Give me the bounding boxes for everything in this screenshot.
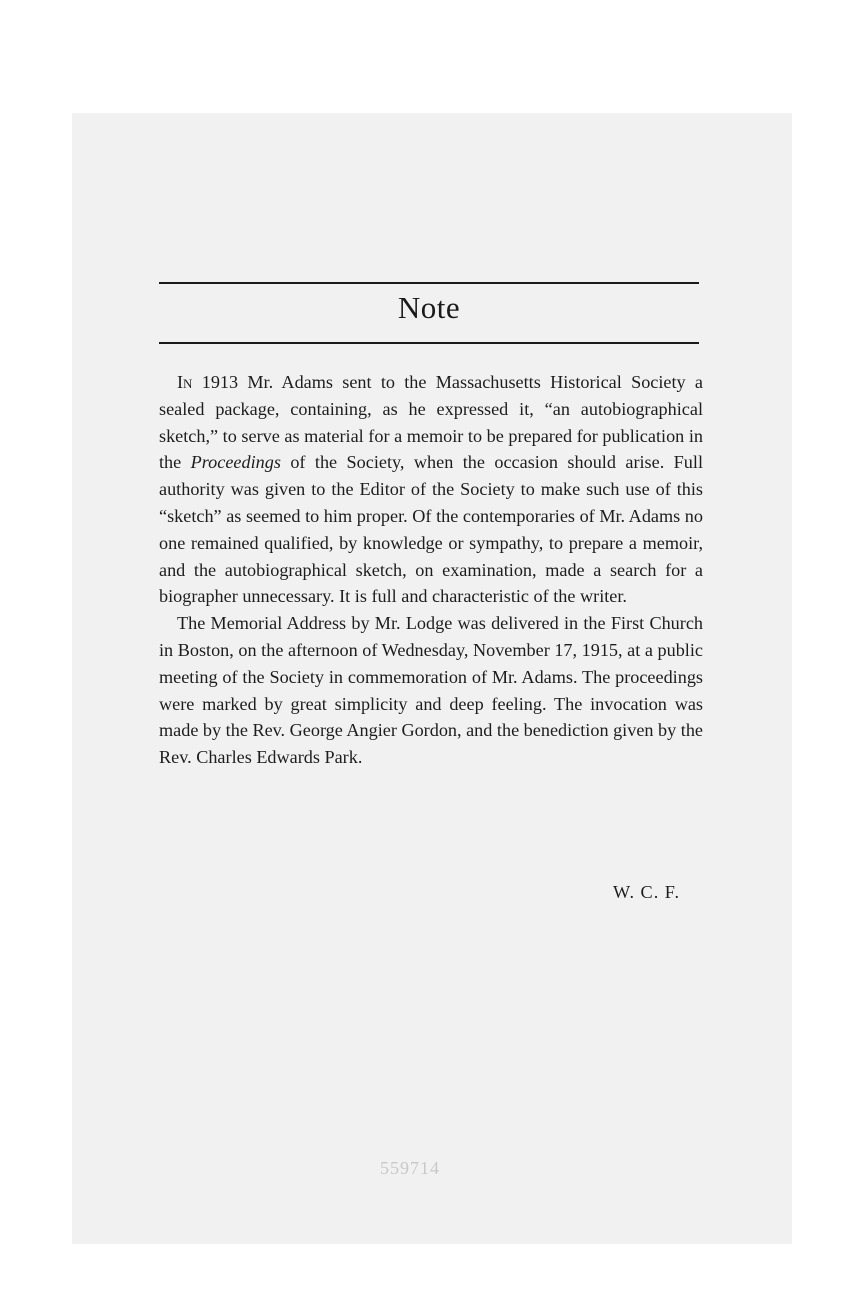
signature: W. C. F.	[612, 882, 680, 902]
paragraph-1-part2: of the Society, when the occasion should arise. Full authority was given to the Editor of the Society to make such use of this “sketch” as seemed to him proper. Of the contemporaries of Mr. Adams no one remained qualified, by knowledge or sympathy, to prepare a memoir, and the autobiographical sketch, on examination, made a search for a biographer unnecessary. It is full and characteristic of the writer.	[159, 452, 703, 607]
page-title: Note	[397, 290, 461, 325]
paragraph-1	[159, 369, 703, 610]
paragraph-1-part1: 1913 Mr. Adams sent to the Massachusetts Historical Society a sealed package, containing, as he expressed it, “an autobiographical sketch,” to serve as material for a memoir to be prepared for publication in the	[159, 372, 703, 473]
paragraph-1-lead: In	[177, 372, 193, 392]
paragraph-1-italic: Proceedings	[190, 452, 281, 473]
note-body	[159, 369, 703, 771]
paragraph-2: The Memorial Address by Mr. Lodge was delivered in the First Church in Boston, on the afternoon of Wednesday, November 17, 1915, at a public meeting of the Society in commemoration of Mr. Adams. The proceedings were marked by great simplicity and deep feeling. The invocation was made by the Rev. George Angier Gordon, and the benediction given by the Rev. Charles Edwards Park.	[159, 613, 703, 768]
library-stamp: 559714	[380, 1158, 440, 1178]
top-rule	[159, 282, 699, 284]
bottom-rule	[159, 342, 699, 344]
